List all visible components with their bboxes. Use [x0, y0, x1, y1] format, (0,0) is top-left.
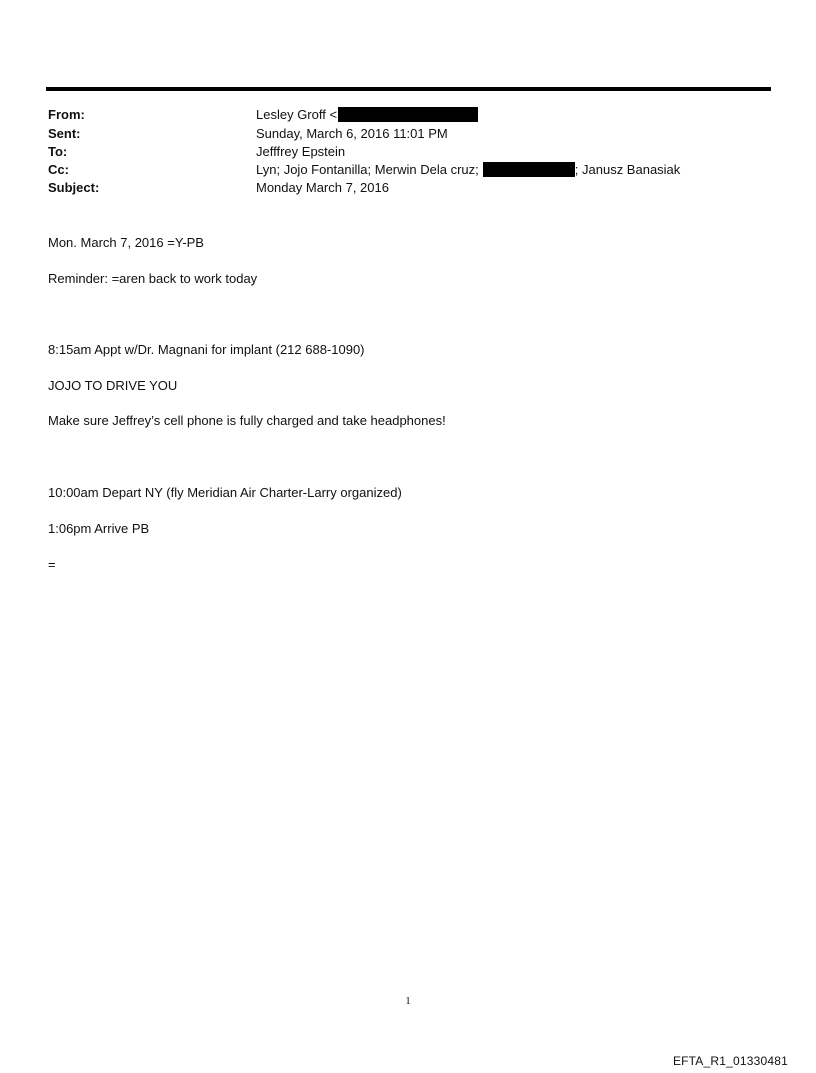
- body-line-phone-note: Make sure Jeffrey’s cell phone is fully charged and take headphones!: [48, 413, 446, 428]
- cc-value: [256, 161, 680, 179]
- body-line-reminder: Reminder: =aren back to work today: [48, 271, 258, 286]
- body-line-depart: 10:00am Depart NY (fly Meridian Air Charter-Larry organized): [48, 485, 402, 500]
- body-line-appointment: 8:15am Appt w/Dr. Magnani for implant (212 688-1090): [48, 342, 365, 357]
- from-label: From:: [48, 107, 85, 122]
- cc-recipients-last: ; Janusz Banasiak: [574, 162, 681, 177]
- from-value: [256, 106, 478, 124]
- body-line-arrive: 1:06pm Arrive PB: [48, 521, 150, 536]
- subject-value: Monday March 7, 2016: [256, 180, 389, 195]
- to-label: To:: [48, 144, 68, 159]
- subject-label: Subject:: [48, 180, 100, 195]
- cc-recipients-first: Lyn; Jojo Fontanilla; Merwin Dela cruz;: [256, 162, 479, 177]
- body-line-equals: =: [48, 557, 56, 572]
- redacted-recipient-block: [483, 162, 575, 177]
- cc-label: Cc:: [48, 162, 69, 177]
- to-value: Jefffrey Epstein: [256, 144, 346, 159]
- page-number: 1: [405, 995, 411, 1007]
- header-divider-rule: [46, 87, 771, 91]
- sent-label: Sent:: [48, 126, 81, 141]
- from-sender-name: Lesley Groff <: [256, 107, 338, 122]
- sent-value: Sunday, March 6, 2016 11:01 PM: [256, 126, 448, 141]
- body-line-date: Mon. March 7, 2016 =Y-PB: [48, 235, 204, 250]
- document-id: EFTA_R1_01330481: [672, 1054, 788, 1068]
- redacted-email-block: [338, 107, 478, 122]
- body-line-driver: JOJO TO DRIVE YOU: [48, 378, 178, 393]
